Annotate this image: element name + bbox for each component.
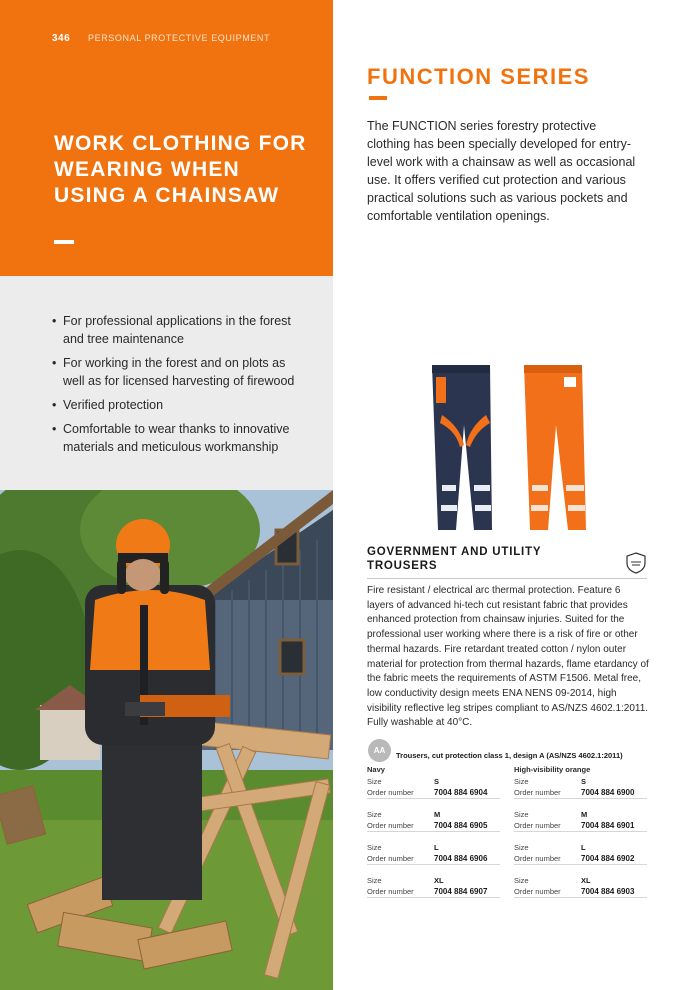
size-label: Size [514,876,529,885]
order-number: 7004 884 6901 [581,821,635,830]
benefit-item: • Comfortable to wear thanks to innovative materials and meticulous workmanship [52,420,302,456]
hero-panel [0,0,333,276]
order-label: Order number [514,854,561,863]
spec-group [367,776,500,799]
order-label: Order number [367,788,414,797]
order-number: 7004 884 6900 [581,788,635,797]
benefit-item: • For working in the forest and on plots as well as for licensed harvesting of firewood [52,354,302,390]
size-label: Size [514,810,529,819]
variant-navy-column [367,765,500,908]
size-label: Size [367,843,382,852]
series-intro: The FUNCTION series forestry protective clothing has been specially developed for entry-level work with a chainsaw as well as occasional use. It offers verified cut protection and various practical solutions such as various pockets and comfortable ventilation openings. [367,119,636,223]
spec-group [514,809,647,832]
series-title: FUNCTION SERIES [367,64,590,89]
order-label: Order number [367,854,414,863]
spec-heading: Trousers, cut protection class 1, design A (AS/NZS 4602.1:2011) [396,751,623,760]
hero-title: WORK CLOTHING FOR WEARING WHEN USING A CHAINSAW [54,132,307,207]
benefit-item: • Verified protection [52,396,302,414]
divider [367,578,647,579]
size-label: Size [367,810,382,819]
size-label: Size [367,777,382,786]
size-label: Size [514,843,529,852]
benefits-list [52,312,302,462]
series-title-dash [369,96,387,100]
size-value: XL [434,876,444,885]
spec-group [367,809,500,832]
page-number: 346 [52,33,71,44]
size-value: S [581,777,587,786]
spec-group [514,875,647,898]
product-description: Fire resistant / electrical arc thermal protection. Feature 6 layers of advanced hi-tech cut resistant fabric that provides enhanced protection from chainsaw injuries. Suited for the professional user working where there is a risk of fire or other thermal hazards. Fire retardant treated cotton / nylon outer material for protection from thermal hazards, flame etardancy of the fabric meets the requirements of ASTM F1506. Metal free, low conductivity design meets ENA NENS 09-2014, high visibility reflective leg stripes compliant to AS/NZS 4602.1:2011. Fully washable at 40°C. [367,585,649,729]
spec-group [367,875,500,898]
size-value: L [434,843,439,852]
size-value: S [434,777,440,786]
size-label: Size [367,876,382,885]
trousers-product-image [420,355,600,535]
navy-trousers-illustration [432,365,492,530]
benefit-item: • For professional applications in the forest and tree maintenance [52,312,302,348]
chainsaw-worker-photo [0,490,333,990]
order-label: Order number [367,887,414,896]
size-value: M [434,810,441,819]
order-label: Order number [514,788,561,797]
title-dash [54,240,74,244]
size-value: XL [581,876,591,885]
order-label: Order number [367,821,414,830]
orange-trousers-illustration [524,365,586,530]
shield-icon [626,552,646,574]
order-number: 7004 884 6902 [581,854,635,863]
size-label: Size [514,777,529,786]
order-number: 7004 884 6903 [581,887,635,896]
variant-color: Navy [367,765,385,774]
order-number: 7004 884 6907 [434,887,488,896]
variant-orange-column [514,765,647,908]
order-number: 7004 884 6906 [434,854,488,863]
order-number: 7004 884 6904 [434,788,488,797]
spec-group [514,842,647,865]
order-label: Order number [514,821,561,830]
product-title: GOVERNMENT AND UTILITY TROUSERS [367,546,542,572]
size-value: L [581,843,586,852]
certification-badge: AA [368,739,391,762]
variant-color: High-visibility orange [514,765,591,774]
section-name: PERSONAL PROTECTIVE EQUIPMENT [88,33,271,43]
spec-group [514,776,647,799]
order-label: Order number [514,887,561,896]
spec-group [367,842,500,865]
size-value: M [581,810,588,819]
order-number: 7004 884 6905 [434,821,488,830]
